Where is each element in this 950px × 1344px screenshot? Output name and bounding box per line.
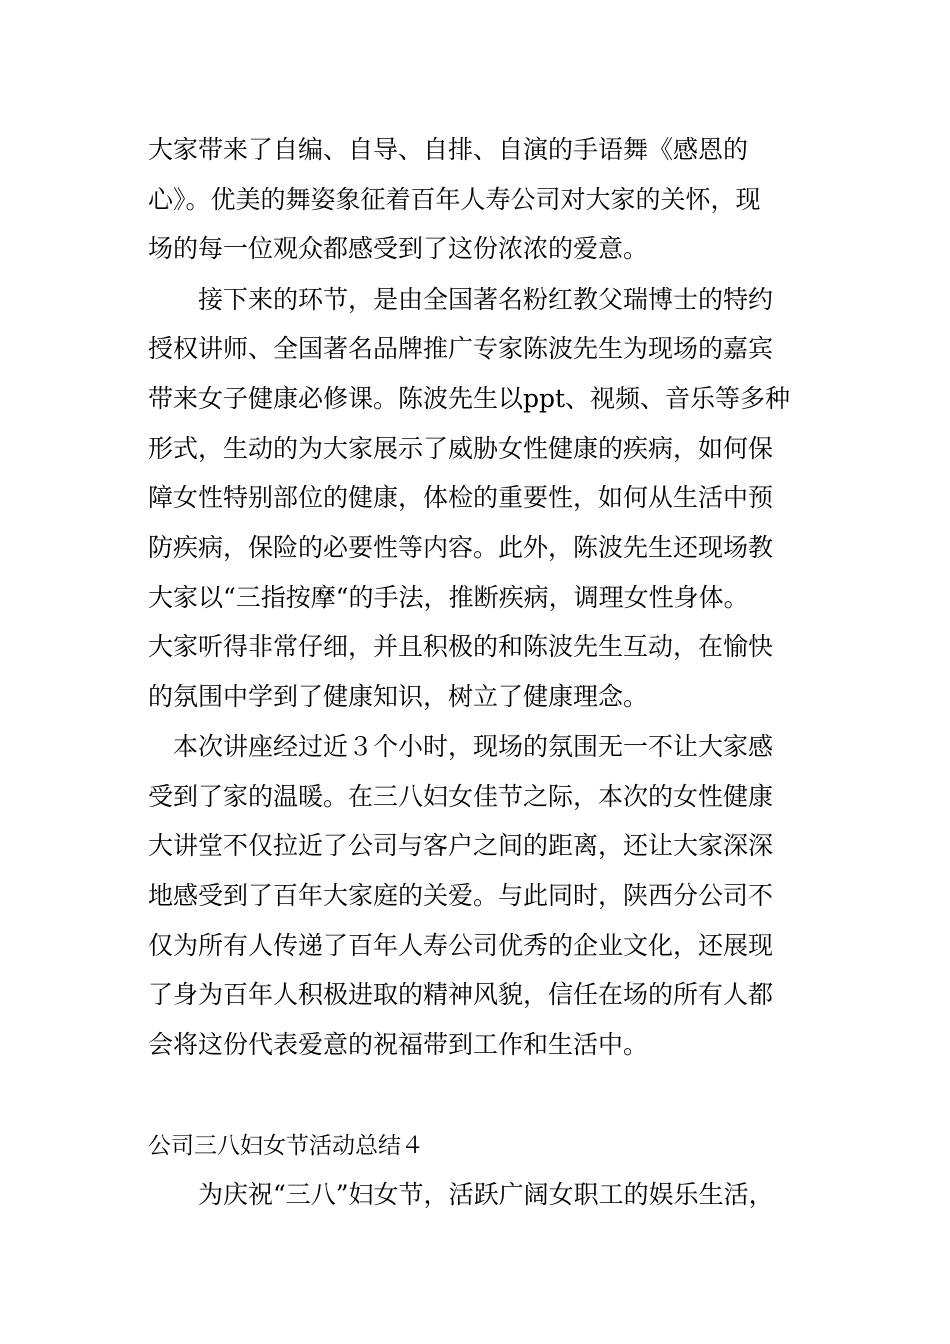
text-line: 受到了家的温暖。在三八妇女佳节之际，本次的女性健康 (148, 782, 774, 811)
text-line: 大家听得非常仔细，并且积极的和陈波先生互动，在愉快 (148, 632, 774, 661)
text-line: 场的每一位观众都感受到了这份浓浓的爱意。 (148, 234, 649, 263)
text-line: 防疾病，保险的必要性等内容。此外，陈波先生还现场教 (148, 533, 774, 562)
text-line: 会将这份代表爱意的祝福带到工作和生活中。 (148, 1030, 649, 1059)
text-line: 大家以“三指按摩“的手法，推断疾病，调理女性身体。 (148, 583, 749, 612)
section-title: 公司三八妇女节活动总结４ (148, 1133, 424, 1159)
text-line: 本次讲座经过近３个小时，现场的氛围无一不让大家感 (148, 732, 774, 761)
text-line: 的氛围中学到了健康知识，树立了健康理念。 (148, 682, 649, 711)
text-line: 了身为百年人积极进取的精神风貌，信任在场的所有人都 (148, 980, 774, 1009)
text-line: 带来女子健康必修课。陈波先生以ppt、视频、音乐等多种 (148, 384, 791, 413)
text-line: 障女性特别部位的健康，体检的重要性，如何从生活中预 (148, 483, 774, 512)
text-line: 仅为所有人传递了百年人寿公司优秀的企业文化，还展现 (148, 931, 774, 960)
text-line: 形式，生动的为大家展示了威胁女性健康的疾病，如何保 (148, 434, 774, 463)
text-line: 地感受到了百年大家庭的关爱。与此同时，陕西分公司不 (148, 881, 774, 910)
text-line: 大讲堂不仅拉近了公司与客户之间的距离，还让大家深深 (148, 831, 774, 860)
text-line: 接下来的环节，是由全国著名粉红教父瑞博士的特约 (148, 285, 774, 314)
text-line: 为庆祝“三八”妇女节，活跃广阔女职工的娱乐生活， (148, 1180, 774, 1209)
text-line: 授权讲师、全国著名品牌推广专家陈波先生为现场的嘉宾 (148, 334, 774, 363)
text-line: 大家带来了自编、自导、自排、自演的手语舞《感恩的 (148, 135, 749, 164)
text-line: 心》。优美的舞姿象征着百年人寿公司对大家的关怀，现 (148, 185, 761, 214)
